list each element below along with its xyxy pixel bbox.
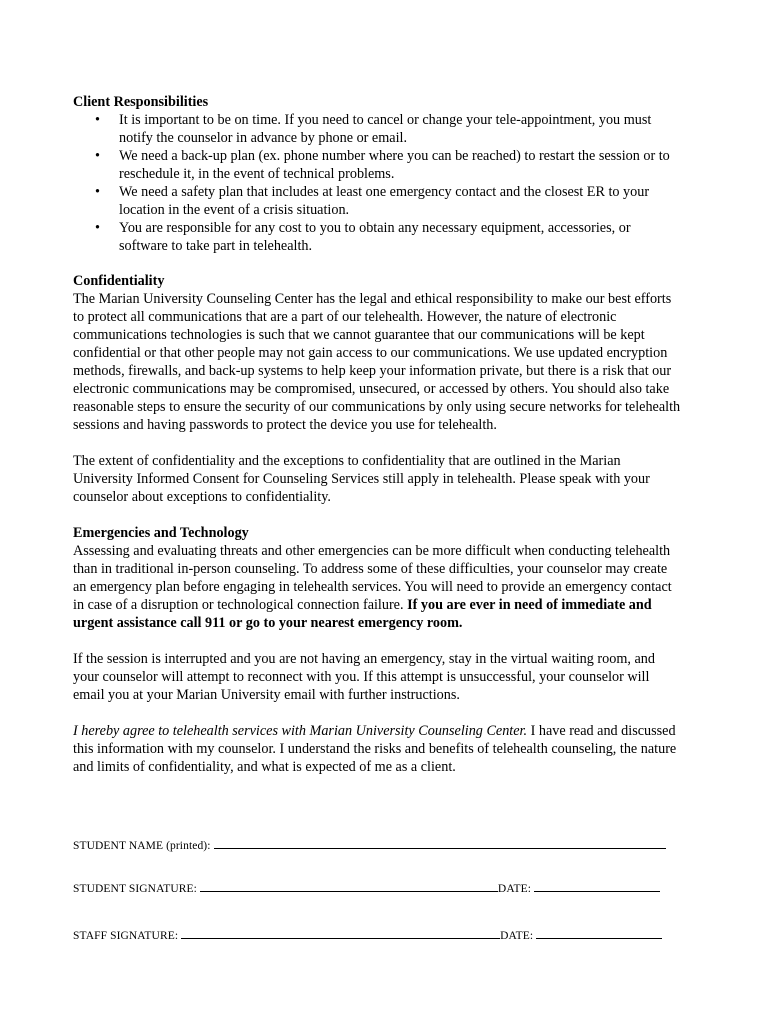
staff-signature-row — [73, 928, 662, 943]
student-name-label: STUDENT NAME (printed): — [73, 840, 214, 852]
student-date-field[interactable] — [534, 881, 660, 892]
student-signature-row — [73, 881, 660, 896]
student-signature-label: STUDENT SIGNATURE: — [73, 883, 200, 895]
student-name-row — [73, 838, 666, 853]
confidentiality-heading: Confidentiality — [73, 273, 165, 289]
student-name-field[interactable] — [214, 838, 666, 849]
date-label: DATE: — [497, 883, 534, 895]
list-item: • We need a back-up plan (ex. phone number where you can be reached) to restart the session or to reschedule it, in the event of technical problems. — [95, 148, 670, 182]
client-responsibilities-heading: Client Responsibilities — [73, 94, 209, 110]
date-label: DATE: — [500, 930, 537, 942]
staff-signature-label: STAFF SIGNATURE: — [73, 930, 182, 942]
bullet-icon: • — [95, 148, 100, 164]
bullet-icon: • — [95, 220, 100, 236]
document-body — [73, 93, 681, 776]
list-item: • It is important to be on time. If you need to cancel or change your tele-appointment, you must notify the counselor in advance by phone or email. — [95, 112, 652, 146]
confidentiality-paragraph-2: The extent of confidentiality and the exceptions to confidentiality that are outlined in the Marian University Informed Consent for Counseling Services still apply in telehealth. Please speak with your counselor about exceptions to confidentiality. — [73, 453, 650, 505]
list-item: • You are responsible for any cost to you to obtain any necessary equipment, accessories, or software to take part in telehealth. — [95, 220, 631, 254]
student-signature-field[interactable] — [200, 881, 498, 892]
emergencies-heading: Emergencies and Technology — [73, 525, 249, 541]
emergency-instruction: If you are ever in need of immediate and urgent assistance call 911 or go to your nearest emergency room. — [73, 597, 652, 631]
confidentiality-paragraph-1: The Marian University Counseling Center has the legal and ethical responsibility to make our best efforts to protect all communications that are a part of our telehealth. However, the nature of electronic communications technologies is such that we cannot guarantee that our communications will be kept confidential or that other people may not gain access to our communications. We use updated encryption methods, firewalls, and back-up systems to help keep your information private, but there is a risk that our electronic communications may be compromised, unsecured, or accessed by others. You should also take reasonable steps to ensure the security of our communications by only using secure networks for telehealth sessions and having passwords to protect the device you use for telehealth. — [73, 291, 681, 433]
bullet-icon: • — [95, 184, 100, 200]
agreement-statement: I hereby agree to telehealth services with Marian University Counseling Center. — [73, 723, 528, 739]
staff-date-field[interactable] — [536, 928, 662, 939]
agreement-paragraph: I hereby agree to telehealth services with Marian University Counseling Center. I have read and discussed this information with my counselor. I understand the risks and benefits of telehealth counseling, the nature and limits of confidentiality, and what is expected of me as a client. — [73, 723, 677, 775]
staff-signature-field[interactable] — [181, 928, 500, 939]
responsibilities-list — [73, 111, 681, 255]
list-item: • We need a safety plan that includes at least one emergency contact and the closest ER to your location in the event of a crisis situation. — [95, 184, 650, 218]
emergencies-paragraph-1: Assessing and evaluating threats and other emergencies can be more difficult when conducting telehealth than in traditional in-person counseling. To address some of these difficulties, your counselor may create an emergency plan before engaging in telehealth services. You will need to provide an emergency contact in case of a disruption or technological connection failure. If you are ever in need of immediate and urgent assistance call 911 or go to your nearest emergency room. — [73, 543, 672, 631]
bullet-icon: • — [95, 112, 100, 128]
emergencies-paragraph-2: If the session is interrupted and you are not having an emergency, stay in the virtual waiting room, and your counselor will attempt to reconnect with you. If this attempt is unsuccessful, your counselor will email you at your Marian University email with further instructions. — [73, 651, 655, 703]
